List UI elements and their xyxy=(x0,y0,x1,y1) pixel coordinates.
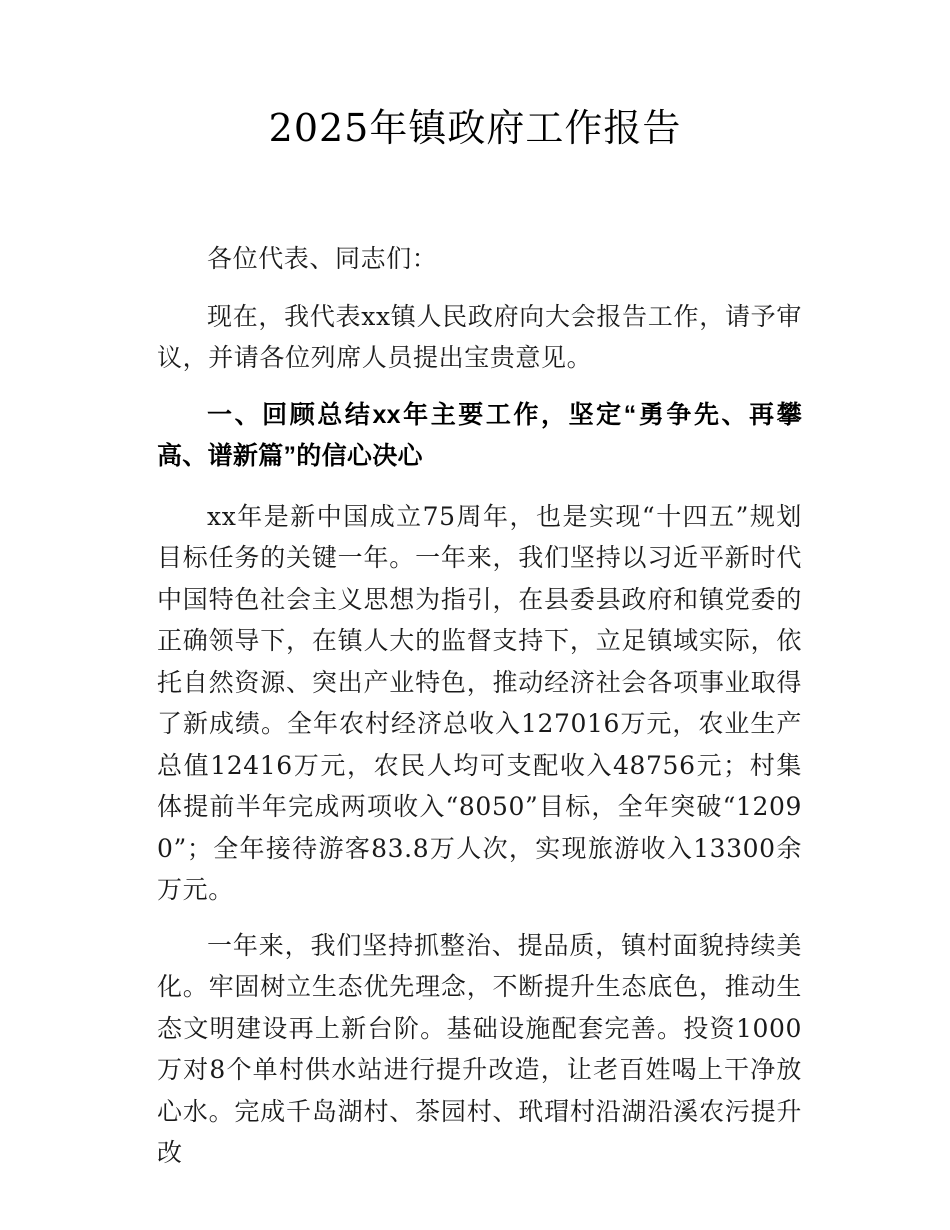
paragraph-section1-body2: 一年来，我们坚持抓整治、提品质，镇村面貌持续美化。牢固树立生态优先理念，不断提升生态底色，推动生态文明建设再上新台阶。基础设施配套完善。投资1000万对8个单村供水站进行提升改造，让老百姓喝上干净放心水。完成千岛湖村、茶园村、玳瑁村沿湖沿溪农污提升改 xyxy=(157,930,802,1167)
paragraph-opening: 现在，我代表xx镇人民政府向大会报告工作，请予审议，并请各位列席人员提出宝贵意见。 xyxy=(157,301,802,372)
paragraph-section1-body1: xx年是新中国成立75周年，也是实现“十四五”规划目标任务的关键一年。一年来，我们坚持以习近平新时代中国特色社会主义思想为指引，在县委县政府和镇党委的正确领导下，在镇人大的监督支持下，立足镇域实际，依托自然资源、突出产业特色，推动经济社会各项事业取得了新成绩。全年农村经济总收入127016万元，农业生产总值12416万元，农民人均可支配收入48756元；村集体提前半年完成两项收入“8050”目标，全年突破“12090”；全年接待游客83.8万人次，实现旅游收入13300余万元。 xyxy=(157,501,802,904)
paragraph-gap xyxy=(157,280,802,296)
document-body xyxy=(157,238,802,1174)
paragraph-gap xyxy=(157,911,802,925)
paragraph-salutation: 各位代表、同志们： xyxy=(207,244,438,273)
page-title: 2025年镇政府工作报告 xyxy=(268,106,682,150)
paragraph-gap xyxy=(157,478,802,496)
section-heading-1: 一、回顾总结xx年主要工作，坚定“勇争先、再攀高、谱新篇”的信心决心 xyxy=(157,400,802,470)
paragraph-gap xyxy=(157,379,802,395)
